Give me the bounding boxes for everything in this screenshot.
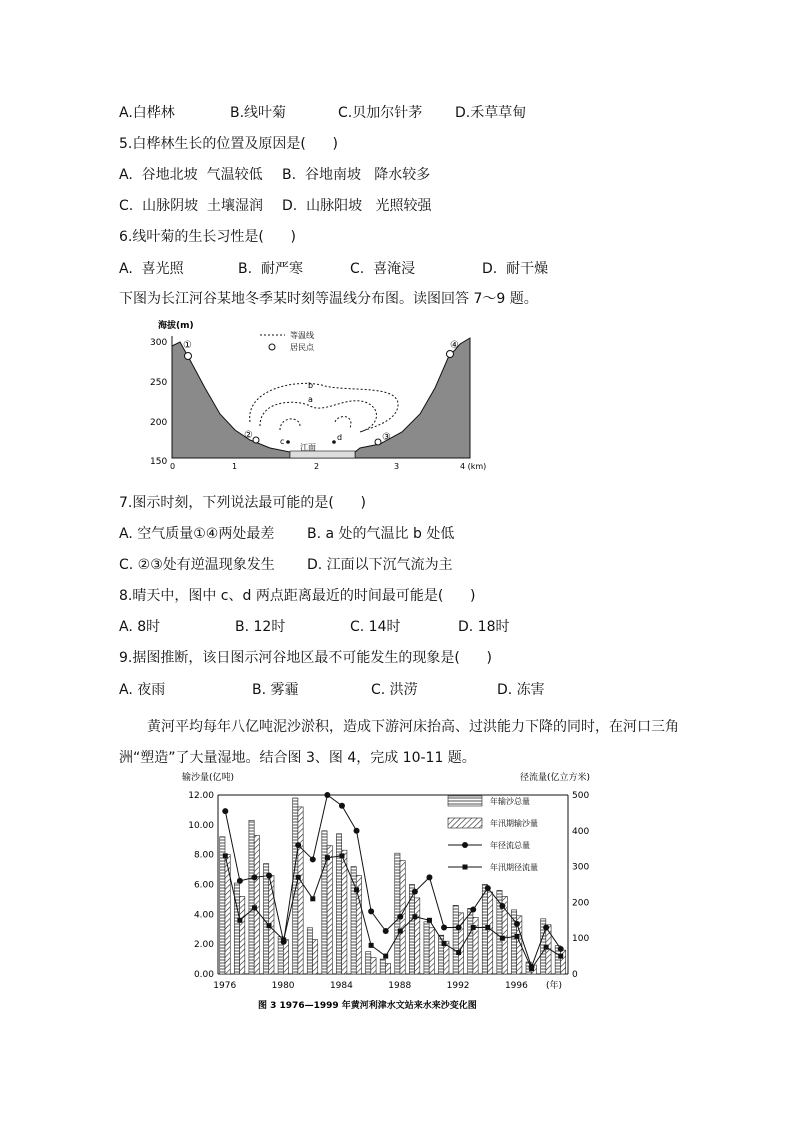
q8-stem: 8.晴天中，图中 c、d 两点距离最近的时间最可能是( ) [119, 588, 476, 604]
label-river: 江面 [300, 443, 316, 452]
label-4: ④ [450, 340, 459, 351]
chart-ytick-right: 100 [572, 934, 590, 945]
chart-ylabel-right: 径流量(亿立方米) [520, 773, 591, 783]
fig1-xtick-3: 3 [394, 462, 400, 471]
bar-total-sediment [249, 820, 254, 974]
isotherm-inner [280, 417, 351, 430]
fig1-ytick-200: 200 [150, 418, 168, 428]
point-flood-runoff [383, 954, 388, 959]
bar-total-sediment [468, 908, 473, 974]
point-total-runoff [558, 946, 564, 952]
q4-option-b: B.线叶菊 [230, 105, 287, 121]
chart-xtick: (年) [546, 981, 563, 991]
point-flood-runoff [281, 937, 286, 942]
fig1-xtick-1: 1 [232, 462, 238, 471]
chart-xtick: 1992 [446, 981, 470, 991]
bar-flood-sediment [327, 846, 332, 974]
point-flood-runoff [529, 966, 534, 971]
legend-label: 年汛期输沙量 [490, 819, 538, 828]
q9-option-c: C. 洪涝 [371, 682, 418, 698]
settlement-1 [185, 353, 192, 360]
q5-option-a: A. 谷地北坡 气温较低 [119, 167, 263, 183]
chart-ylabel-left: 输沙量(亿吨) [182, 773, 235, 783]
settlement-4 [447, 351, 454, 358]
label-a: a [308, 395, 313, 404]
bar-total-sediment [293, 798, 298, 974]
q8-option-c: C. 14时 [350, 619, 401, 635]
point-total-runoff [354, 828, 360, 834]
bar-total-sediment [395, 853, 400, 974]
q6-option-a: A. 喜光照 [119, 261, 184, 277]
bar-total-sediment [511, 910, 516, 974]
intro-7-9: 下图为长江河谷某地冬季某时刻等温线分布图。读图回答 7～9 题。 [119, 291, 538, 307]
fig1-ylabel: 海拔(m) [158, 321, 194, 331]
fig1-xtick-0: 0 [170, 462, 176, 471]
point-total-runoff [324, 792, 330, 798]
chart-ytick-right: 300 [572, 862, 590, 873]
point-flood-runoff [237, 918, 242, 923]
intro-10-11: 黄河平均每年八亿吨泥沙淤积，造成下游河床抬高、过洪能力下降的同时，在河口三角洲“塑造”了大量湿地。结合图 3、图 4，完成 10-11 题。 [119, 719, 679, 766]
fig1-xtick-2: 2 [314, 462, 320, 471]
bar-flood-sediment [283, 940, 288, 974]
point-total-runoff [397, 914, 403, 920]
point-total-runoff [368, 908, 374, 914]
label-1: ① [183, 340, 192, 351]
point-total-runoff [383, 928, 389, 934]
valley-isotherm-figure [150, 318, 490, 474]
bar-total-sediment [380, 959, 385, 974]
bar-total-sediment [264, 864, 269, 974]
point-flood-runoff [325, 855, 330, 860]
chart-ytick-right: 200 [572, 898, 590, 909]
q6-stem: 6.线叶菊的生长习性是( ) [119, 229, 296, 245]
bar-total-sediment [234, 883, 239, 974]
point-total-runoff [237, 878, 243, 884]
q5-stem: 5.白桦林生长的位置及原因是( ) [119, 136, 338, 152]
q9-option-d: D. 冻害 [497, 682, 545, 698]
legend-swatch [448, 796, 482, 806]
fig1-ytick-300: 300 [150, 338, 168, 348]
point-flood-runoff [267, 923, 272, 928]
bar-flood-sediment [240, 896, 245, 974]
point-total-runoff [514, 921, 520, 927]
point-flood-runoff [471, 925, 476, 930]
point-flood-runoff [514, 934, 519, 939]
q8-option-b: B. 12时 [235, 619, 286, 635]
point-flood-runoff [485, 925, 490, 930]
chart-xtick: 1996 [504, 981, 528, 991]
legend-label: 年汛期径流量 [490, 863, 538, 872]
point-flood-runoff [252, 905, 257, 910]
label-b: b [308, 381, 314, 390]
point-total-runoff [426, 874, 432, 880]
chart-xtick: 1988 [388, 981, 412, 991]
point-total-runoff [339, 803, 345, 809]
bar-total-sediment [453, 905, 458, 974]
point-total-runoff [266, 873, 272, 879]
point-flood-runoff [427, 918, 432, 923]
chart-ytick-right: 500 [572, 791, 590, 801]
bar-flood-sediment [313, 940, 318, 974]
river-surface [290, 451, 355, 458]
settlement-3 [375, 439, 381, 445]
point-flood-runoff [500, 936, 505, 941]
chart-ytick-left: 2.00 [193, 940, 214, 951]
point-total-runoff [543, 924, 549, 930]
q8-option-d: D. 18时 [458, 619, 510, 635]
legend-marker [462, 842, 468, 848]
isotherm-a [260, 401, 376, 432]
legend-swatch [448, 818, 482, 828]
point-total-runoff [470, 907, 476, 913]
q6-option-c: C. 喜淹浸 [350, 261, 416, 277]
q5-option-d: D. 山脉阳坡 光照较强 [282, 198, 432, 214]
point-flood-runoff [354, 887, 359, 892]
chart-ytick-left: 10.00 [188, 820, 214, 831]
legend-isotherm: 等温线 [290, 331, 314, 340]
point-total-runoff [441, 924, 447, 930]
q4-option-a: A.白桦林 [119, 105, 175, 121]
bar-flood-sediment [415, 898, 420, 974]
chart-ytick-right: 0 [572, 970, 578, 980]
label-c: c [280, 437, 285, 446]
series-line-flood-runoff [225, 856, 560, 969]
label-d: d [337, 433, 343, 442]
bar-flood-sediment [342, 850, 347, 974]
bar-flood-sediment [298, 807, 303, 974]
point-total-runoff [295, 842, 301, 848]
q9-stem: 9.据图推断，该日图示河谷地区最不可能发生的现象是( ) [119, 650, 492, 666]
q9-option-a: A. 夜雨 [119, 682, 166, 698]
chart-ytick-left: 12.00 [188, 791, 214, 801]
point-flood-runoff [310, 896, 315, 901]
bar-flood-sediment [385, 964, 390, 974]
chart-ytick-left: 6.00 [193, 880, 214, 891]
q7-option-d: D. 江面以下沉气流为主 [307, 557, 453, 573]
q9-option-b: B. 雾霾 [252, 682, 299, 698]
q7-option-a: A. 空气质量①④两处最差 [119, 526, 275, 542]
chart-xtick: 1984 [329, 981, 353, 991]
bar-total-sediment [307, 928, 312, 974]
q7-option-b: B. a 处的气温比 b 处低 [307, 526, 455, 542]
q5-option-b: B. 谷地南坡 降水较多 [282, 167, 431, 183]
point-total-runoff [456, 924, 462, 930]
bar-flood-sediment [488, 892, 493, 974]
point-flood-runoff [369, 943, 374, 948]
point-flood-runoff [296, 875, 301, 880]
fig1-ytick-250: 250 [150, 378, 168, 388]
chart-ytick-right: 400 [572, 826, 590, 837]
point-flood-runoff [456, 950, 461, 955]
bar-total-sediment [366, 952, 371, 974]
bar-flood-sediment [429, 928, 434, 974]
point-total-runoff [499, 903, 505, 909]
q7-option-c: C. ②③处有逆温现象发生 [119, 557, 275, 573]
fig1-ytick-150: 150 [150, 457, 168, 467]
q5-option-c: C. 山脉阴坡 土壤湿润 [119, 198, 264, 214]
bar-total-sediment [322, 831, 327, 974]
point-total-runoff [251, 874, 257, 880]
q6-option-d: D. 耐干燥 [482, 261, 549, 277]
point-total-runoff [485, 885, 491, 891]
bar-total-sediment [424, 922, 429, 974]
point-total-runoff [310, 856, 316, 862]
chart-ytick-left: 0.00 [193, 970, 214, 980]
legend-label: 年输沙总量 [490, 797, 530, 806]
q8-option-a: A. 8时 [119, 619, 161, 635]
point-total-runoff [412, 889, 418, 895]
point-flood-runoff [339, 853, 344, 858]
bar-flood-sediment [371, 958, 376, 974]
point-flood-runoff [398, 929, 403, 934]
chart-ytick-left: 4.00 [193, 910, 214, 921]
label-3: ③ [382, 432, 391, 443]
label-2: ② [244, 430, 253, 441]
chart-title: 图 3 1976—1999 年黄河利津水文站来水来沙变化图 [258, 1001, 477, 1011]
bar-flood-sediment [254, 835, 259, 974]
legend-settlement: 居民点 [290, 343, 314, 352]
settlement-2 [253, 437, 259, 443]
fig1-xtick-4: 4 (km) [460, 462, 487, 471]
point-total-runoff [222, 808, 228, 814]
point-flood-runoff [412, 914, 417, 919]
point-flood-runoff [544, 945, 549, 950]
point-flood-runoff [558, 954, 563, 959]
q4-option-c: C.贝加尔针茅 [338, 105, 423, 121]
q4-option-d: D.禾草草甸 [455, 105, 527, 121]
bar-total-sediment [409, 885, 414, 975]
point-flood-runoff [442, 941, 447, 946]
legend-label: 年径流总量 [490, 841, 530, 850]
sediment-runoff-chart [180, 770, 620, 1015]
point-flood-runoff [223, 853, 228, 858]
chart-ytick-left: 8.00 [193, 850, 214, 861]
q6-option-b: B. 耐严寒 [238, 261, 303, 277]
chart-xtick: 1976 [213, 981, 237, 991]
chart-xtick: 1980 [271, 981, 295, 991]
legend-marker [463, 865, 468, 870]
q7-stem: 7.图示时刻，下列说法最可能的是( ) [119, 495, 366, 511]
